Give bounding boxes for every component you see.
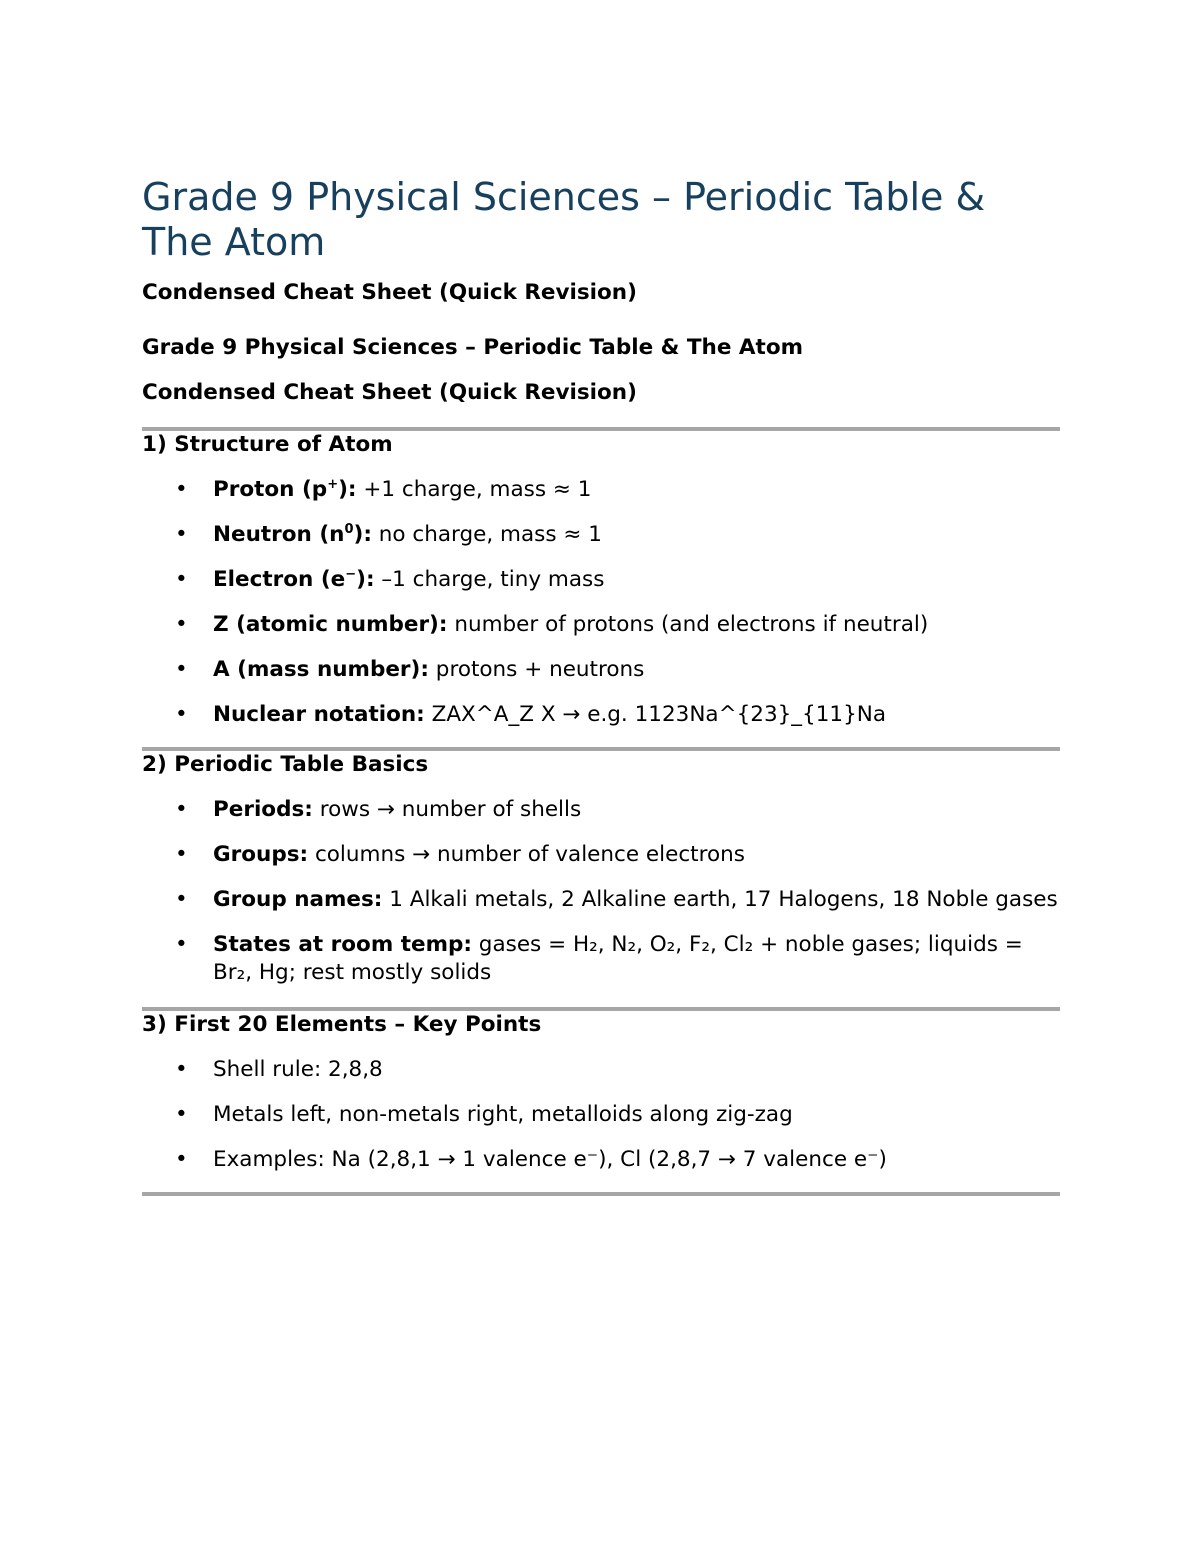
list-item bbox=[142, 611, 1060, 639]
periodic-table-basics-list bbox=[142, 796, 1060, 987]
list-item bbox=[142, 701, 1060, 729]
bullet-icon: • bbox=[175, 1147, 188, 1172]
term-description: ZAX^A_Z X → e.g. 1123Na^{23}_{11}Na bbox=[424, 702, 887, 727]
term-description: –1 charge, tiny mass bbox=[374, 567, 605, 592]
bullet-icon: • bbox=[175, 797, 188, 822]
term-label: Z (atomic number): bbox=[213, 612, 448, 637]
list-item bbox=[142, 476, 1060, 504]
list-item bbox=[142, 931, 1060, 987]
list-item bbox=[142, 1101, 1060, 1129]
term-label: Group names: bbox=[213, 887, 383, 912]
term-label: Nuclear notation: bbox=[213, 702, 425, 727]
section-heading-periodic-table-basics: 2) Periodic Table Basics bbox=[142, 752, 429, 777]
bullet-icon: • bbox=[175, 1102, 188, 1127]
term-label: Periods: bbox=[213, 797, 313, 822]
document-title: Grade 9 Physical Sciences – Periodic Table & The Atom bbox=[142, 175, 986, 264]
list-item bbox=[142, 841, 1060, 869]
bullet-icon: • bbox=[175, 522, 188, 547]
list-item bbox=[142, 886, 1060, 914]
first-20-elements-list bbox=[142, 1056, 1060, 1174]
term-label: Proton (p+): bbox=[213, 477, 357, 502]
bullet-icon: • bbox=[175, 887, 188, 912]
document-subtitle: Condensed Cheat Sheet (Quick Revision) bbox=[142, 280, 637, 305]
term-label: Neutron $(n^0)$: bbox=[213, 522, 372, 547]
item-text: Shell rule: 2,8,8 bbox=[213, 1057, 383, 1082]
list-item bbox=[142, 796, 1060, 824]
bullet-icon: • bbox=[175, 1057, 188, 1082]
structure-of-atom-list bbox=[142, 476, 1060, 729]
term-label: Groups: bbox=[213, 842, 309, 867]
term-description: 1 Alkali metals, 2 Alkaline earth, 17 Halogens, 18 Noble gases bbox=[382, 887, 1058, 912]
list-item bbox=[142, 521, 1060, 549]
term-description: number of protons (and electrons if neutral) bbox=[447, 612, 929, 637]
bullet-icon: • bbox=[175, 932, 188, 957]
item-text: Metals left, non-metals right, metalloids along zig-zag bbox=[213, 1102, 793, 1127]
bullet-icon: • bbox=[175, 612, 188, 637]
repeated-title: Grade 9 Physical Sciences – Periodic Table & The Atom bbox=[142, 335, 804, 360]
term-description: no charge, mass ≈ 1 bbox=[371, 522, 602, 547]
term-label: States at room temp: bbox=[213, 932, 472, 957]
list-item bbox=[142, 656, 1060, 684]
term-description: rows → number of shells bbox=[312, 797, 582, 822]
term-label: Electron (e−): bbox=[213, 567, 375, 592]
bullet-icon: • bbox=[175, 477, 188, 502]
section-heading-structure-of-atom: 1) Structure of Atom bbox=[142, 432, 393, 457]
term-description: columns → number of valence electrons bbox=[308, 842, 745, 867]
repeated-subtitle: Condensed Cheat Sheet (Quick Revision) bbox=[142, 380, 637, 405]
bullet-icon: • bbox=[175, 567, 188, 592]
term-description: +1 charge, mass ≈ 1 bbox=[356, 477, 592, 502]
item-text: Examples: Na (2,8,1 → 1 valence e⁻), Cl (2,8,7 → 7 valence e⁻) bbox=[213, 1147, 887, 1172]
bullet-icon: • bbox=[175, 842, 188, 867]
list-item bbox=[142, 1146, 1060, 1174]
horizontal-divider bbox=[142, 1192, 1060, 1196]
term-label: A (mass number): bbox=[213, 657, 429, 682]
list-item bbox=[142, 1056, 1060, 1084]
term-description: gases = H₂, N₂, O₂, F₂, Cl₂ + noble gases; liquids = Br₂, Hg; rest mostly solids bbox=[213, 932, 1023, 985]
term-description: protons + neutrons bbox=[428, 657, 645, 682]
section-heading-first-20-elements: 3) First 20 Elements – Key Points bbox=[142, 1012, 542, 1037]
bullet-icon: • bbox=[175, 657, 188, 682]
bullet-icon: • bbox=[175, 702, 188, 727]
list-item bbox=[142, 566, 1060, 594]
document-body bbox=[142, 175, 1060, 1196]
